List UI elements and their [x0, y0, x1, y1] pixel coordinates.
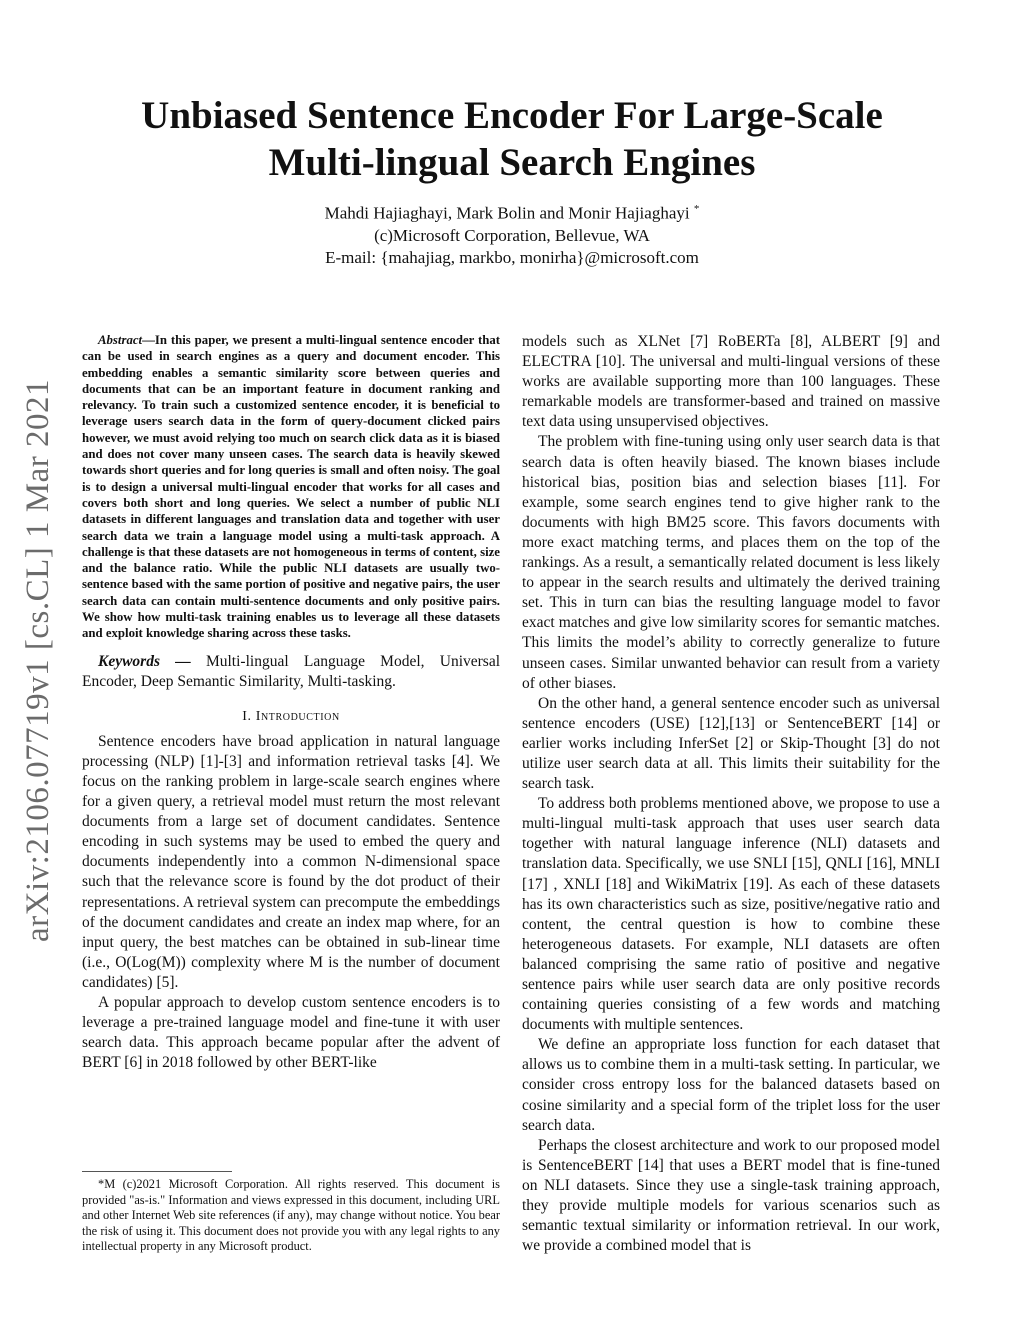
footnote — [82, 1177, 500, 1255]
footnote-rule — [82, 1171, 232, 1172]
intro-paragraph-1: Sentence encoders have broad application in natural language processing (NLP) [1]-[3] and information retrieval tasks [4]. We focus on the ranking problem in large-scale search engines where for a given query, a retrieval model must return the most relevant documents from a large set of document candidates. Sentence encoding in such systems may be used to embed the query and documents independently into a common N-dimensional space such that the relevance score is found by the dot product of their representations. A retrieval system can precompute the embeddings of the document candidates and create an index map where, for an input query, the best matches can be obtained in sub-linear time (i.e., O(Log(M)) complexity where M is the number of document candidates) [5]. — [82, 732, 500, 991]
right-paragraph-2: The problem with fine-tuning using only user search data is that search data is often heavily biased. The known biases include historical bias, position bias and selection biases [11]. For example, some search engines tend to give higher rank to the documents with high BM25 score. This favors documents with more exact matching terms, and places them on the top of the rankings. As a result, a semantically related document is less likely to appear in the search results and ultimately the derived training set. This in turn can bias the resulting language model to favor exact matches and give low similarity scores for semantic matches. This limits the model’s ability to correctly generalize to future unseen cases. Similar unwanted behavior can result from a variety of other biases. — [522, 433, 940, 692]
footnote-text: *M (c)2021 Microsoft Corporation. All rights reserved. This document is provided "as-is." Information and views expressed in this document, including URL and other Internet Web site references (if any), may change without notice. You bear the risk of using it. This document does not provide you with any legal rights to any intellectual property in any Microsoft product. — [82, 1177, 500, 1253]
keywords — [82, 652, 500, 692]
title-line-1: Unbiased Sentence Encoder For Large-Scale — [141, 94, 883, 137]
arxiv-identifier: arXiv:2106.07719v1 [cs.CL] 1 Mar 2021 — [19, 378, 56, 942]
right-paragraph-6: Perhaps the closest architecture and work to our proposed model is SentenceBERT [14] that uses a BERT model that is fine-tuned on NLI datasets. Since they use a single-task training approach, they provide multiple models for various scenarios such as semantic textual similarity or information retrieval. In our work, we provide a combined model that is — [522, 1136, 940, 1255]
abstract-text: In this paper, we present a multi-lingual sentence encoder that can be used in search engines as a query and document encoder. This embedding enables a semantic similarity score between queries and documents that can be an important feature in document ranking and relevancy. To train such a customized sentence encoder, it is beneficial to leverage users search data in the form of query-document clicked pairs however, we must avoid relying too much on search click data as it is biased and does not cover many unseen cases. The search data is heavily skewed towards short queries and for long queries is small and often noisy. The goal is to design a universal multi-lingual encoder that works for all cases and covers both short and long queries. We select a number of public NLI datasets in different languages and translation data and together with user search data we train a language model using a multi-task approach. A challenge is that these datasets are not homogeneous in terms of content, size and the balance ratio. While the public NLI datasets are usually two-sentence based with the same portion of positive and negative pairs, the user search data can contain multi-sentence documents and only positive pairs. We show how multi-task training enables us to leverage all these datasets and exploit knowledge sharing across these tasks. — [82, 333, 500, 641]
right-paragraph-1: models such as XLNet [7] RoBERTa [8], ALBERT [9] and ELECTRA [10]. The universal and multi-lingual versions of these works are available supporting more than 100 languages. These remarkable models are transformer-based and trained on massive text data using unsupervised objectives. — [522, 333, 940, 431]
abstract — [82, 332, 500, 642]
author-names: Mahdi Hajiaghayi, Mark Bolin and Monir Hajiaghayi — [324, 203, 690, 223]
right-paragraph-5: We define an appropriate loss function for each dataset that allows us to combine them in a multi-task setting. In particular, we consider cross entropy loss for the balanced datasets based on cosine similarity and a special form of the triplet loss for the user search data. — [522, 1036, 940, 1134]
abstract-label: Abstract — [98, 333, 143, 347]
right-column — [522, 332, 940, 1256]
left-column — [82, 332, 500, 1073]
section-number: I. — [242, 708, 252, 724]
keywords-label: Keywords — — [98, 652, 191, 670]
author-block — [80, 198, 944, 269]
affiliation: (c)Microsoft Corporation, Bellevue, WA — [374, 225, 650, 245]
section-title: Introduction — [255, 708, 340, 724]
intro-paragraph-2: A popular approach to develop custom sentence encoders is to leverage a pre-trained language model and fine-tune it with user search data. This approach became popular after the advent of BERT [6] in 2018 followed by other BERT-like — [82, 994, 500, 1072]
abstract-dash: — — [142, 333, 155, 347]
title-line-2: Multi-lingual Search Engines — [268, 141, 756, 184]
keywords-text: Multi-lingual Language Model, Universal Encoder, Deep Semantic Similarity, Multi-tasking. — [82, 652, 501, 690]
paper-title — [80, 92, 944, 186]
author-names-line — [80, 198, 944, 225]
email: E-mail: {mahajiag, markbo, monirha}@microsoft.com — [325, 247, 699, 267]
right-paragraph-3: On the other hand, a general sentence encoder such as universal sentence encoders (USE) [12],[13] or SentenceBERT [14] or earlier works including InferSet [2] or Skip-Thought [3] do not utilize user search data at all. This limits their suitability for the search task. — [522, 694, 940, 793]
section-heading-introduction — [82, 708, 500, 726]
author-footnote-mark: * — [693, 203, 700, 215]
arxiv-watermark — [16, 360, 60, 960]
right-paragraph-4: To address both problems mentioned above, we propose to use a multi-lingual multi-task approach that uses user search data together with natural language inference (NLI) datasets and translation data. Specifically, we use SNLI [15], QNLI [16], MNLI [17] , XNLI [18] and WikiMatrix [19]. As each of these datasets has its own characteristics such as size, positive/negative ratio and content, the central question is how to combine these heterogeneous datasets. For example, NLI datasets are often balanced comprising the same ratio of positive and negative sentence pairs while user search data are only positive records containing queries consisting of a few words and matching documents with multiple sentences. — [522, 795, 940, 1034]
